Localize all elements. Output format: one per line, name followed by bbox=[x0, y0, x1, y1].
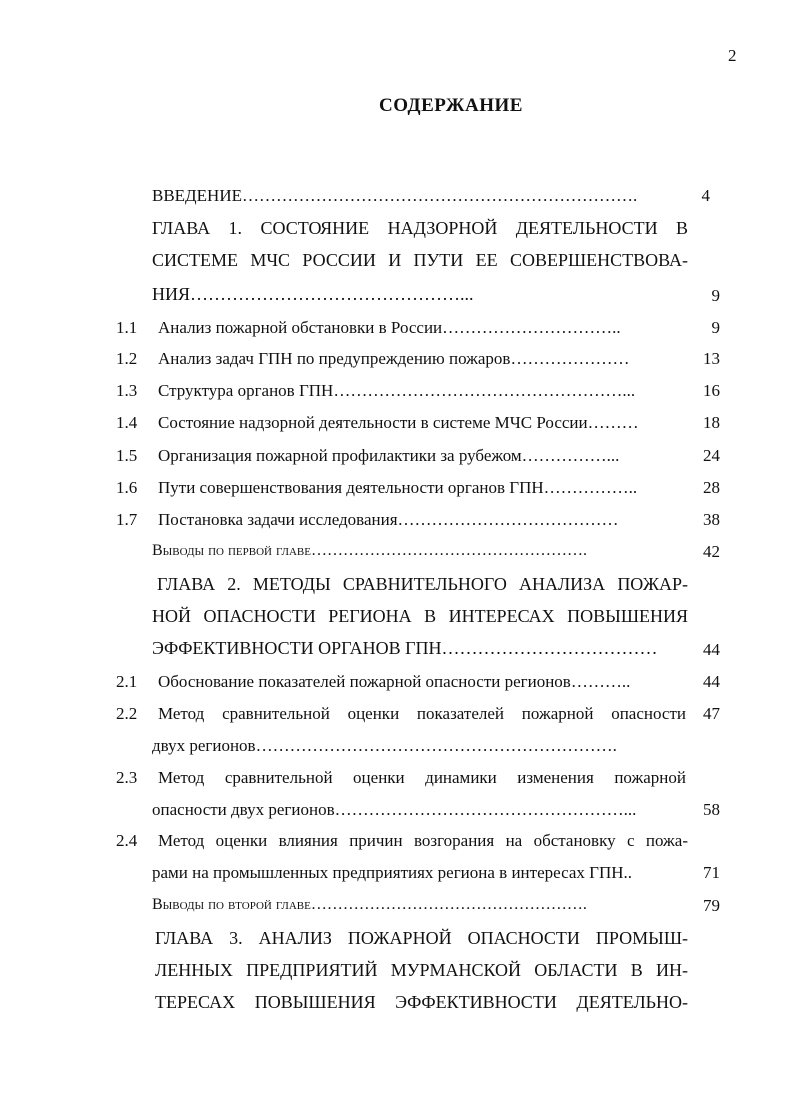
toc-entry-conclusions-2: Выводы по второй главе……………………………………………. bbox=[152, 896, 587, 913]
toc-num-1-2: 1.2 bbox=[116, 349, 138, 368]
toc-entry-2-2-line2: двух регионов………………………………………………………. bbox=[152, 736, 617, 755]
toc-chapter1-line2: СИСТЕМЕ МЧС РОССИИ И ПУТИ ЕЕ СОВЕРШЕНСТВОВА- bbox=[152, 250, 688, 270]
toc-num-1-1: 1.1 bbox=[116, 318, 138, 337]
toc-num-1-6: 1.6 bbox=[116, 478, 138, 497]
toc-num-2-1: 2.1 bbox=[116, 672, 138, 691]
toc-entry-2-4-line2: рами на промышленных предприятиях региона в интересах ГПН.. bbox=[152, 863, 633, 882]
toc-entry-1-5: Организация пожарной профилактики за рубежом……………... bbox=[158, 446, 620, 465]
toc-page-1-1: 9 bbox=[711, 318, 720, 337]
toc-num-1-4: 1.4 bbox=[116, 413, 138, 432]
toc-entry-2-1: Обоснование показателей пожарной опасности регионов……….. bbox=[158, 672, 631, 691]
toc-chapter3-line3: ТЕРЕСАХ ПОВЫШЕНИЯ ЭФФЕКТИВНОСТИ ДЕЯТЕЛЬНО- bbox=[155, 992, 688, 1012]
toc-num-2-3: 2.3 bbox=[116, 768, 138, 787]
toc-chapter3-line2: ЛЕННЫХ ПРЕДПРИЯТИЙ МУРМАНСКОЙ ОБЛАСТИ В ИН- bbox=[155, 960, 688, 980]
toc-num-2-2: 2.2 bbox=[116, 704, 138, 723]
toc-chapter2-line3: ЭФФЕКТИВНОСТИ ОРГАНОВ ГПН……………………………… bbox=[152, 638, 658, 658]
toc-page-1-3: 16 bbox=[703, 381, 720, 400]
toc-page-1-2: 13 bbox=[703, 349, 720, 368]
toc-chapter1-line1: ГЛАВА 1. СОСТОЯНИЕ НАДЗОРНОЙ ДЕЯТЕЛЬНОСТИ В bbox=[152, 218, 688, 238]
toc-entry-2-3-line2: опасности двух регионов……………………………………………... bbox=[152, 800, 637, 819]
toc-entry-conclusions-1: Выводы по первой главе……………………………………………. bbox=[152, 542, 587, 559]
toc-entry-1-3: Структура органов ГПН……………………………………………... bbox=[158, 381, 636, 400]
toc-chapter2-line2: НОЙ ОПАСНОСТИ РЕГИОНА В ИНТЕРЕСАХ ПОВЫШЕНИЯ bbox=[152, 606, 688, 626]
toc-entry-1-7: Постановка задачи исследования………………………………… bbox=[158, 510, 619, 529]
document-title: СОДЕРЖАНИЕ bbox=[379, 95, 523, 116]
toc-page-intro: 4 bbox=[701, 186, 710, 205]
toc-page-1-5: 24 bbox=[703, 446, 720, 465]
toc-page-1-6: 28 bbox=[703, 478, 720, 497]
toc-page-1-4: 18 bbox=[703, 413, 720, 432]
toc-entry-2-4-line1: Метод оценки влияния причин возгорания на обстановку с пожа- bbox=[158, 831, 688, 850]
toc-entry-2-2-line1: Метод сравнительной оценки показателей пожарной опасности bbox=[158, 704, 686, 723]
toc-entry-intro: ВВЕДЕНИЕ……………………………………………………………. bbox=[152, 186, 638, 205]
toc-num-1-5: 1.5 bbox=[116, 446, 138, 465]
toc-entry-1-1: Анализ пожарной обстановки в России………………………….. bbox=[158, 318, 621, 337]
toc-page-2-3: 58 bbox=[703, 800, 720, 819]
toc-chapter3-line1: ГЛАВА 3. АНАЛИЗ ПОЖАРНОЙ ОПАСНОСТИ ПРОМЫШ- bbox=[155, 928, 688, 948]
toc-chapter1-line3: НИЯ………………………………………... bbox=[152, 284, 474, 304]
toc-entry-1-6: Пути совершенствования деятельности органов ГПН…………….. bbox=[158, 478, 638, 497]
toc-entry-1-4: Состояние надзорной деятельности в системе МЧС России……… bbox=[158, 413, 639, 432]
page-number: 2 bbox=[728, 46, 737, 65]
toc-page-1-7: 38 bbox=[703, 510, 720, 529]
toc-num-2-4: 2.4 bbox=[116, 831, 138, 850]
toc-num-1-7: 1.7 bbox=[116, 510, 138, 529]
toc-page-chapter2: 44 bbox=[703, 640, 720, 659]
toc-page-2-4: 71 bbox=[703, 863, 720, 882]
toc-entry-2-3-line1: Метод сравнительной оценки динамики изменения пожарной bbox=[158, 768, 686, 787]
toc-page-conclusions-1: 42 bbox=[703, 542, 720, 561]
toc-page-2-2: 47 bbox=[703, 704, 720, 723]
toc-page-chapter1: 9 bbox=[711, 286, 720, 305]
toc-chapter2-line1: ГЛАВА 2. МЕТОДЫ СРАВНИТЕЛЬНОГО АНАЛИЗА ПОЖАР- bbox=[157, 574, 688, 594]
toc-page-2-1: 44 bbox=[703, 672, 720, 691]
toc-num-1-3: 1.3 bbox=[116, 381, 138, 400]
toc-page-conclusions-2: 79 bbox=[703, 896, 720, 915]
toc-entry-1-2: Анализ задач ГПН по предупреждению пожаров………………… bbox=[158, 349, 630, 368]
